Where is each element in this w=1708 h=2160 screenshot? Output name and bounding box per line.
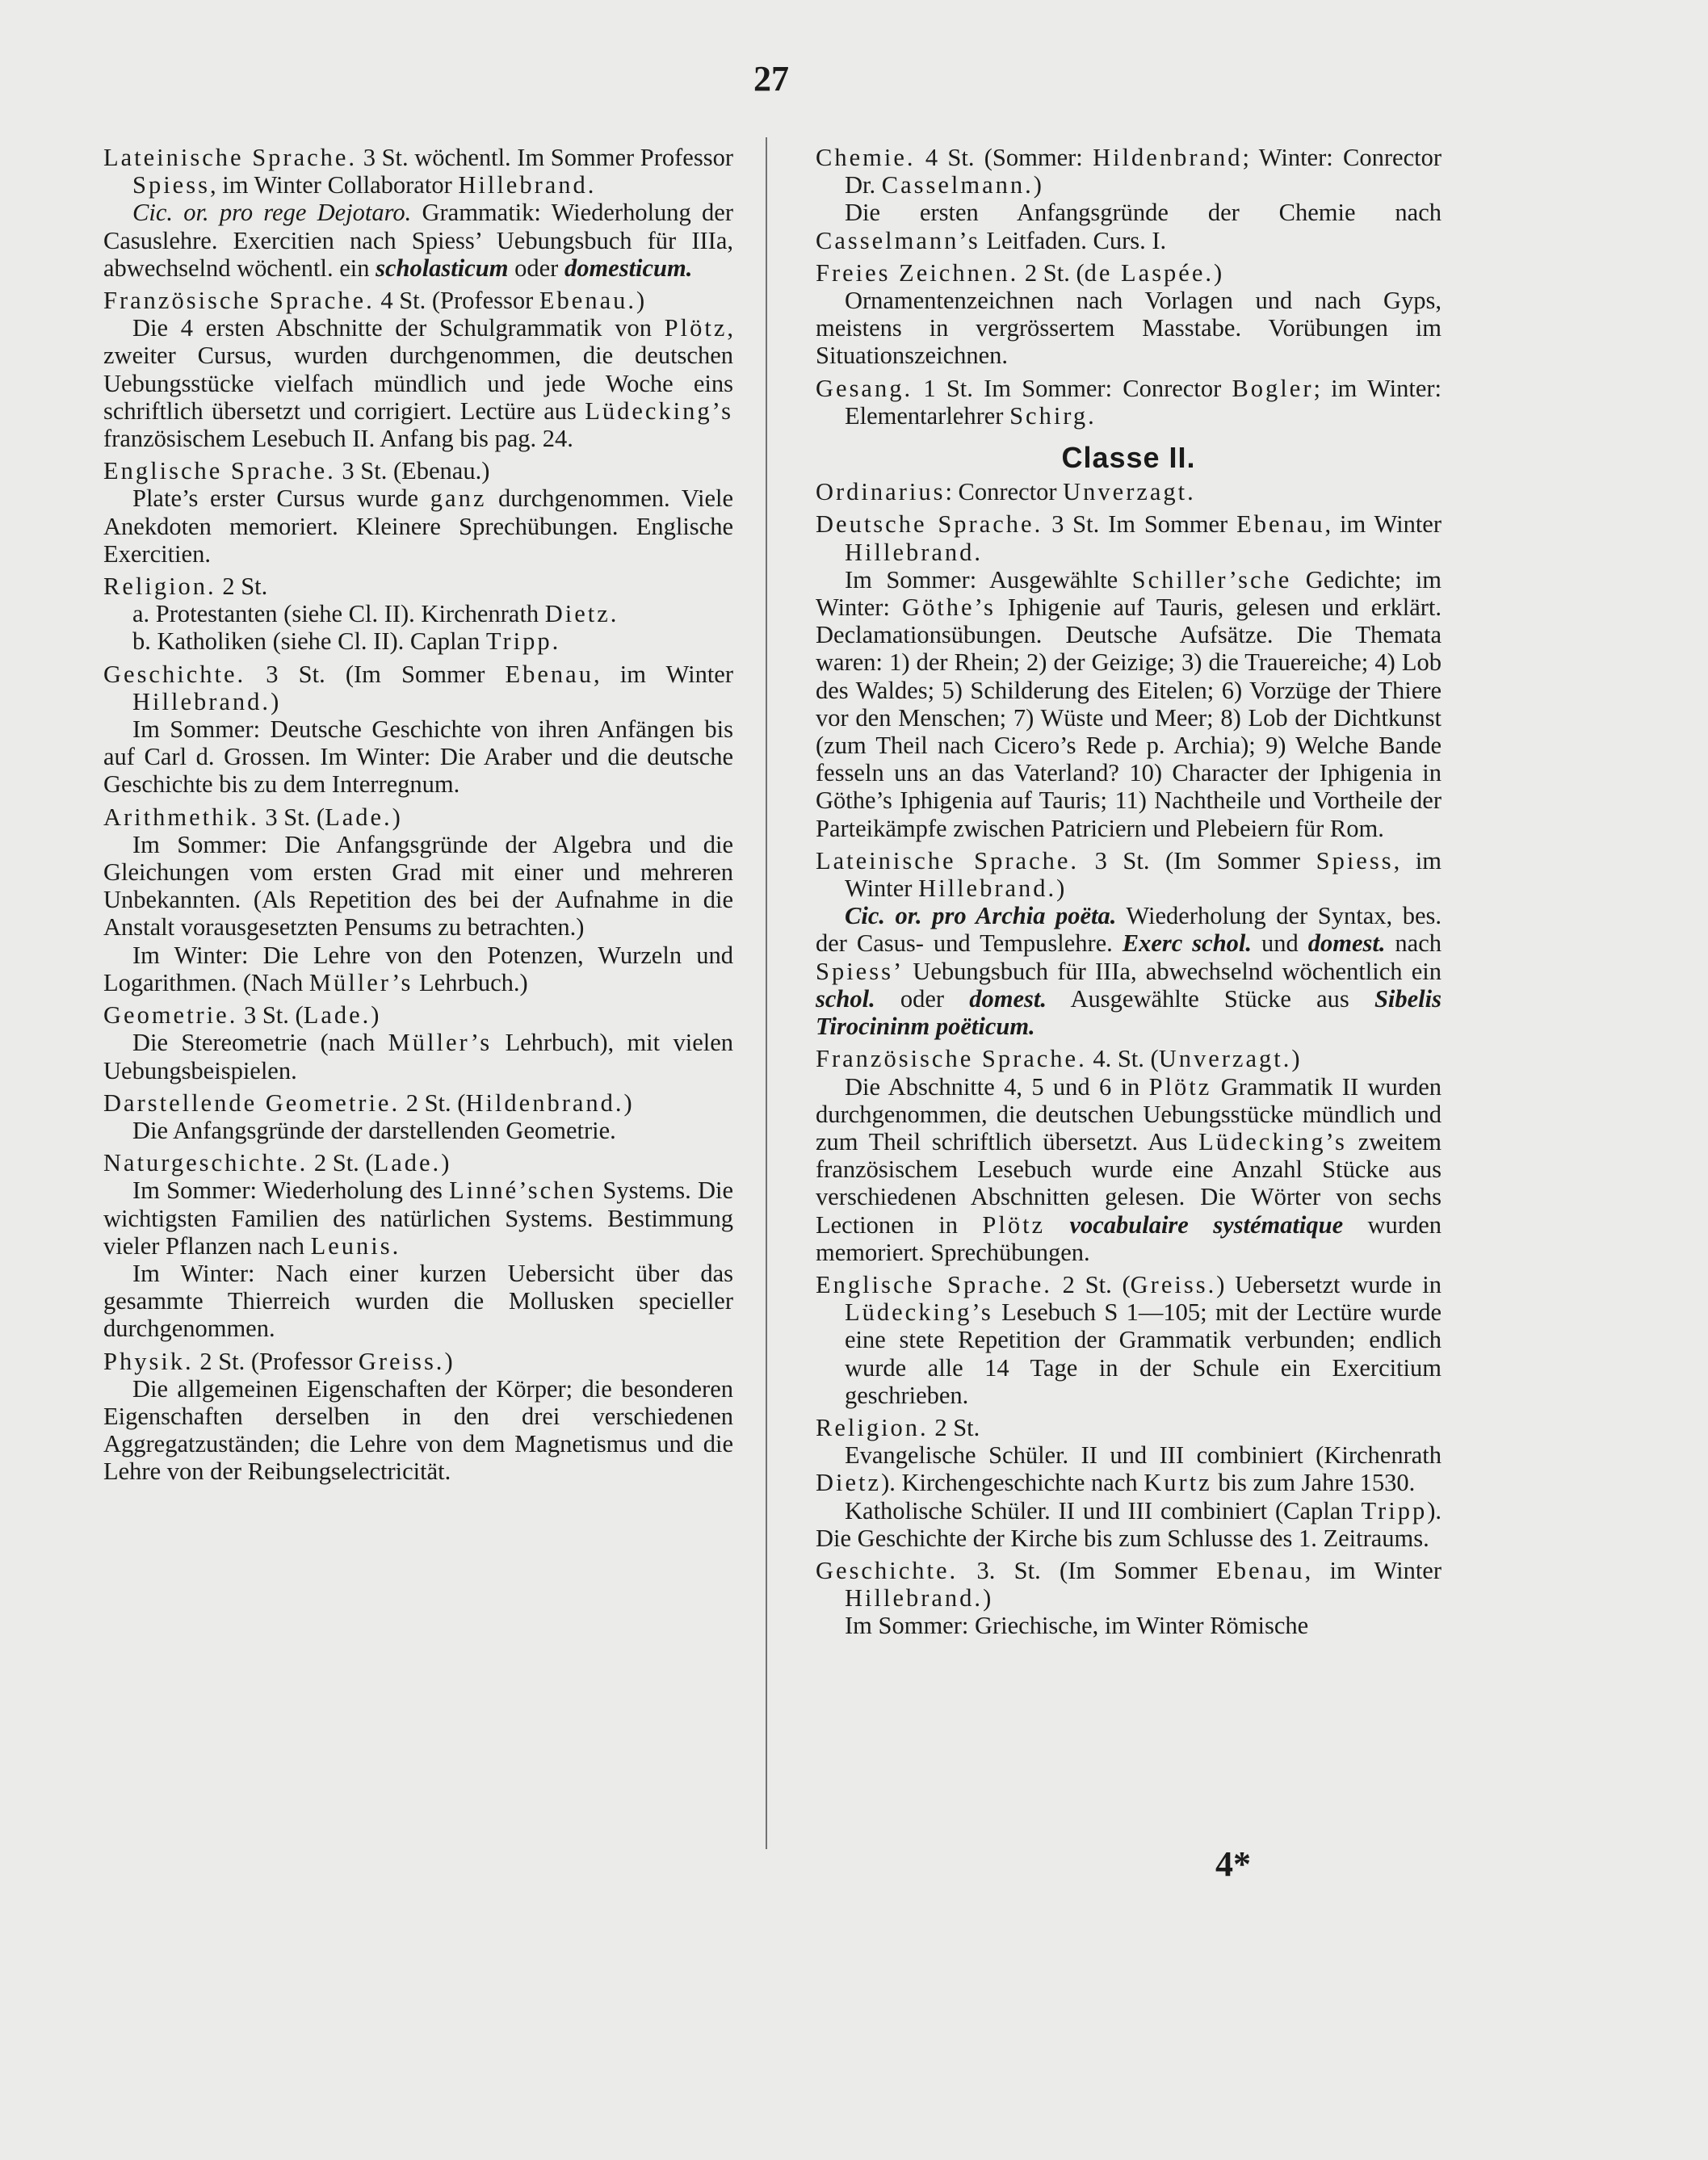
teacher-name: Lade. [303,1001,371,1030]
subject-info: ) Uebersetzt wurde in [1216,1270,1442,1298]
subject-latein [103,144,733,282]
teacher-name: Ebenau [1216,1556,1305,1584]
teacher-name: Spiess [132,171,210,199]
subject-info: ) [1056,874,1065,903]
teacher-name: Greiss. [1130,1270,1217,1298]
subject-info: 2 St. ( [308,1149,374,1177]
subject-body [103,484,733,568]
subject-info: ; im Winter: Elementarlehrer [845,374,1442,430]
subject-heading [816,1271,1442,1409]
author-name: Plötz [1148,1072,1212,1101]
subject-heading [816,1414,1442,1441]
subject-latein-ii [816,847,1442,1040]
subject-info: ) [444,1347,453,1375]
teacher-name: Lade. [325,803,392,831]
body-text: Iphigenie auf Tauris, gelesen und erklärt. Declamationsübungen. Deutsche Aufsätze. Die Themata waren: 1) der Rhein; 2) der Geizige; 3) die Trauereiche; 4) Lob des Waldes; 5) Schilderung des Eitelen; 6) Vorzüge der Thiere vor den Menschen; 7) Wüste und Meer; 8) Lob der Dichtkunst (zum Theil nach Cicero’s Rede p. Archia); 9) Welche Bande fesseln uns an das Vaterland? 10) Character der Iphigenia in Göthe’s Iphigenia auf Tauris; 11) Nachtheile und Vortheile der Parteikämpfe zwischen Patriciern und Plebeiern für Rom. [816,593,1442,842]
subject-body [103,600,733,627]
italic-text: domest. [1307,929,1386,958]
italic-text: domesticum. [564,254,693,282]
body-text: b. Katholiken (siehe Cl. II). Caplan [132,627,486,656]
subject-info: 3 St. Im Sommer [1043,510,1237,539]
subject-info: 2 St. ( [1018,258,1085,287]
subject-info: 4. St. ( [1086,1045,1159,1073]
subject-info: ) [983,1584,992,1613]
left-column [103,144,733,1491]
subject-title: Naturgeschichte. [103,1149,308,1177]
subject-body [103,942,733,996]
body-text: Lesebuch S 1—105; mit der Lectüre wurde eine stete Repetition der Grammatik verbunden; endlich wurde alle 14 Tage in der Schule ein Exercitium geschrieben. [845,1298,1442,1409]
signature-mark: 4* [1215,1844,1251,1884]
subject-heading [816,144,1442,199]
author-name: Spiess’ [816,957,904,985]
subject-heading [103,144,733,199]
subject-info: ) [636,287,645,315]
teacher-name: Ebenau [505,660,594,688]
subject-body [816,1441,1442,1496]
subject-info: ) [271,687,279,715]
subject-heading [816,259,1442,287]
subject-gesang [816,375,1442,430]
body-text: ). Die Geschichte der Kirche bis zum Schlusse des 1. Zeitraums. [816,1496,1442,1552]
subject-relig-ii [816,1414,1442,1552]
subject-gesch [103,661,733,799]
body-text: ). Kirchengeschichte nach [881,1469,1144,1497]
subject-info: 3. St. (Im Sommer [958,1556,1217,1584]
subject-title: Lateinische Sprache. [103,144,358,171]
subject-body: Ornamentenzeichnen nach Vorlagen und nach Gyps, meistens in vergrössertem Masstabe. Vorübungen im Situationszeichnen. [816,287,1442,370]
teacher-name: Hillebrand. [132,687,271,715]
teacher-name: Tripp. [485,627,561,656]
subject-franz [103,287,733,452]
body-text: Die ersten Anfangsgründe der Chemie nach [845,199,1442,227]
subject-info: ) [623,1088,632,1117]
italic-text: Exerc schol. [1122,929,1253,958]
subject-body: Im Sommer: Die Anfangsgründe der Algebra und die Gleichungen vom ersten Grad mit einer und mehreren Unbekannten. (Als Repetition des bei der Aufnahme in die Anstalt vorausgesetzten Pensums zu betrachten.) [103,830,733,942]
italic-text: vocabulaire systématique [1045,1210,1344,1239]
teacher-name: Hillebrand. [458,171,597,199]
body-text: französischem Lesebuch II. Anfang bis pag. 24. [103,425,573,453]
body-text: a. Protestanten (siehe Cl. II). Kirchenrath [132,600,545,628]
subject-body [816,1073,1442,1266]
subject-engl [103,457,733,568]
author-name: Leunis. [310,1231,401,1260]
subject-heading [103,287,733,314]
subject-franz-ii [816,1045,1442,1266]
teacher-name: Dietz [816,1469,882,1497]
body-text: zweitem französischem Lesebuch wurde eine Anzahl Stücke aus verschiedenen Abschnitten gelesen. Die Wörter von sechs Lectionen in [816,1127,1442,1239]
author-name: Plötz [982,1210,1046,1239]
subject-deutsch [816,510,1442,841]
subject-title: Englische Sprache. [103,457,336,485]
subject-info: , im Winter [1324,510,1442,539]
body-text: Die Abschnitte 4, 5 und 6 in [845,1072,1149,1101]
subject-relig [103,573,733,656]
subject-heading [816,847,1442,902]
author-name: Lüdecking’s [585,396,733,425]
subject-info: , im Winter [845,846,1442,903]
teacher-name: de Laspée. [1084,258,1215,287]
body-text: durchgenommen. Viele Anekdoten memoriert. Kleinere Sprechübungen. Englische Exercitien. [103,484,733,568]
body-text: Die Stereometrie (nach [132,1029,388,1057]
author-name: Müller’s [308,968,413,996]
teacher-name: Bogler [1232,374,1314,402]
subject-heading [103,573,733,600]
teacher-name: Spiess [1316,846,1394,874]
subject-body [103,627,733,655]
subject-info: 3 St. wöchentl. Im Sommer Professor [357,144,733,171]
subject-title: Geometrie. [103,1001,238,1030]
author-name: Schiller’sche [1131,565,1292,593]
italic-text: domest. [969,984,1047,1013]
subject-heading [103,1001,733,1029]
subject-title: Freies Zeichnen. [816,258,1019,287]
body-text: oder [875,984,970,1013]
subject-heading [816,478,1442,505]
body-text: Im Sommer: Wiederholung des [132,1176,450,1205]
subject-chemie [816,144,1442,254]
subject-info: 3 St. (Im Sommer [1079,846,1316,874]
subject-title: Darstellende Geometrie. [103,1088,401,1117]
subject-info: 3 St. (Ebenau.) [335,457,490,485]
subject-info: ) [441,1149,450,1177]
body-text: Die 4 ersten Abschnitte der Schulgrammatik von [132,314,665,342]
subject-body: Die Anfangsgründe der darstellenden Geometrie. [132,1116,616,1144]
subject-body [103,1176,733,1260]
subject-info: 3 St. (Im Sommer [245,660,506,688]
body-text: und [1252,929,1308,958]
body-text: Im Winter: Die Lehre von den Potenzen, Wurzeln und Logarithmen. (Nach [103,941,733,996]
body-text: Leitfaden. Curs. I. [980,226,1167,254]
author-name: Plötz [664,314,728,342]
subject-info: 2 St. ( [400,1088,466,1117]
body-text: Katholische Schüler. II und III combiniert (Caplan [845,1496,1362,1525]
italic-text: schol. [816,984,875,1013]
subject-body [816,1497,1442,1552]
body-text: oder [508,254,564,282]
subject-info: ; Winter: Conrector Dr. [845,144,1442,199]
column-divider [766,137,767,1849]
subject-title: Lateinische Sprache. [816,846,1080,874]
subject-title: Geschichte. [816,1556,959,1584]
subject-title: Französische Sprache. [816,1045,1087,1073]
subject-heading [103,1149,733,1176]
body-text: Im Sommer: Ausgewählte [845,565,1132,593]
subject-info: , im Winter [593,660,733,688]
subject-info: 2 St. [216,573,268,601]
subject-title: Deutsche Sprache. [816,510,1043,539]
subject-body: Im Winter: Nach einer kurzen Uebersicht über das gesammte Thierreich wurden die Mollusken specieller durchgenommen. [103,1259,733,1343]
subject-info: ) [371,1001,380,1030]
teacher-name: Hildenbrand [1093,144,1243,171]
subject-title: Geschichte. [103,660,246,688]
body-text: nach [1385,929,1442,958]
author-name: Lüdecking’s [1198,1127,1347,1155]
teacher-name: Hillebrand. [918,874,1057,903]
body-text: Grammatik II wurden durchgenommen, die deutschen Uebungsstücke mündlich und zum Theil schriftlich übersetzt. Aus [816,1072,1442,1155]
author-name: Müller’s [388,1029,493,1057]
body-text: bis zum Jahre 1530. [1211,1469,1416,1497]
body-text: Gedichte; im Winter: [816,565,1442,622]
subject-heading [816,510,1442,565]
teacher-name: Unverzagt. [1158,1045,1292,1073]
subject-info: 3 St. ( [258,803,325,831]
subject-zeichnen [816,259,1442,370]
subject-gesch-ii [816,1557,1442,1640]
italic-text: Cic. or. pro rege Dejotaro. [132,199,412,227]
teacher-name: Unverzagt. [1063,478,1196,506]
ordinarius-line [816,478,1442,505]
right-column [816,144,1442,1645]
subject-heading [103,803,733,831]
subject-info: 2 St. [928,1413,980,1441]
subject-info: 4 St. (Sommer: [915,144,1093,171]
subject-info: ) [1291,1045,1300,1073]
italic-text: Sibelis Tirocininm poëticum. [816,984,1442,1041]
teacher-name: Lade. [373,1149,442,1177]
subject-darst [103,1089,733,1144]
subject-body: Die allgemeinen Eigenschaften der Körper; die besonderen Eigenschaften derselben in den drei verschiedenen Aggregatzuständen; die Lehre von dem Magnetismus und die Lehre von der Reibungselectricität. [103,1374,733,1486]
author-name: Linné’schen [449,1176,597,1205]
teacher-name: Greiss. [358,1347,445,1375]
subject-title: Ordinarius [816,478,946,506]
subject-body: Im Sommer: Griechische, im Winter Römische [845,1612,1309,1640]
author-name: Kurtz [1144,1469,1212,1497]
body-text: Systems. Die wichtigsten Familien des natürlichen Systems. Bestimmung vieler Pflanzen nach [103,1176,733,1260]
subject-engl-ii [816,1271,1442,1409]
subject-heading [103,457,733,484]
subject-heading [816,375,1442,430]
body-text: Ausgewählte Stücke aus [1047,984,1374,1013]
subject-heading [103,661,733,715]
subject-body [103,199,733,282]
subject-info: ) [1033,171,1042,199]
subject-body: Im Sommer: Deutsche Geschichte von ihren Anfängen bis auf Carl d. Grossen. Im Winter: Die Araber und die deutsche Geschichte bis zu dem Interregnum. [103,715,733,799]
subject-info: 2 St. (Professor [193,1347,359,1375]
author-name: Göthe’s [902,593,996,622]
subject-info: 2 St. ( [1051,1270,1131,1298]
body-text: Lehrbuch.) [413,968,528,996]
subject-physik [103,1348,733,1486]
body-text: Plate’s erster Cursus wurde [132,484,430,513]
subject-heading [816,1045,1442,1072]
subject-title: Englische Sprache. [816,1270,1052,1298]
body-text: Lehrbuch), mit vielen Uebungsbeispielen. [103,1029,733,1084]
italic-text: Cic. or. pro Archia poëta. [845,902,1117,930]
subject-info: , im Winter [1304,1556,1442,1584]
subject-title: Chemie. [816,144,916,171]
subject-title: Gesang. [816,374,913,402]
subject-info: ) [1214,258,1223,287]
subject-body [103,1029,733,1084]
subject-info: ) [392,803,401,831]
subject-info: , im Winter Collaborator [209,171,459,199]
teacher-name: Casselmann. [881,171,1034,199]
teacher-name: Hillebrand. [845,1584,984,1613]
teacher-name: Tripp [1361,1496,1428,1525]
subject-info: 3 St. ( [237,1001,304,1030]
emphasis: ganz [430,484,487,513]
body-text: wurden memoriert. Sprechübungen. [816,1210,1442,1266]
subject-arith [103,803,733,996]
subject-info: 1 St. Im Sommer: Conrector [913,374,1232,402]
teacher-name: Schirg. [1009,401,1097,430]
subject-info: 4 St. (Professor [374,287,539,315]
subject-title: Religion. [103,573,216,601]
subject-title: Arithmethik. [103,803,259,831]
author-name: Lüdecking’s [845,1298,993,1327]
body-text: Evangelische Schüler. II und III combiniert (Kirchenrath [845,1441,1442,1470]
subject-title: Französische Sprache. [103,287,375,315]
subject-natur [103,1149,733,1342]
subject-info: : Conrector [945,478,1064,506]
teacher-name: Hillebrand. [845,538,984,566]
subject-body [816,566,1442,842]
teacher-name: Dietz. [544,600,619,628]
teacher-name: Hildenbrand. [465,1088,624,1117]
teacher-name: Ebenau. [539,287,636,315]
subject-heading [103,1348,733,1375]
teacher-name: Ebenau [1236,510,1325,539]
subject-title: Religion. [816,1413,929,1441]
subject-heading [816,1557,1442,1612]
subject-geom [103,1001,733,1084]
subject-body [816,199,1442,254]
section-heading-classe: Classe II. [1061,441,1196,475]
subject-body [103,314,733,452]
body-text: Wiederholung der Syntax, bes. der Casus- und Tempuslehre. [816,902,1442,958]
subject-title: Physik. [103,1347,194,1375]
italic-text: scholasticum [376,254,509,282]
body-text: Grammatik: Wiederholung der Casuslehre. Exercitien nach Spiess’ Uebungsbuch für IIIa, abwechselnd wöchentl. ein [103,199,733,282]
body-text: , zweiter Cursus, wurden durchgenommen, die deutschen Uebungsstücke vielfach mündlich und jede Woche eins schriftlich übersetzt und corrigiert. Lectüre aus [103,314,733,425]
body-text: Uebungsbuch für IIIa, abwechselnd wöchentlich ein [904,957,1442,985]
subject-body [816,902,1442,1040]
page-number: 27 [753,59,789,99]
subject-heading [103,1089,733,1117]
author-name: Casselmann’s [816,226,980,254]
